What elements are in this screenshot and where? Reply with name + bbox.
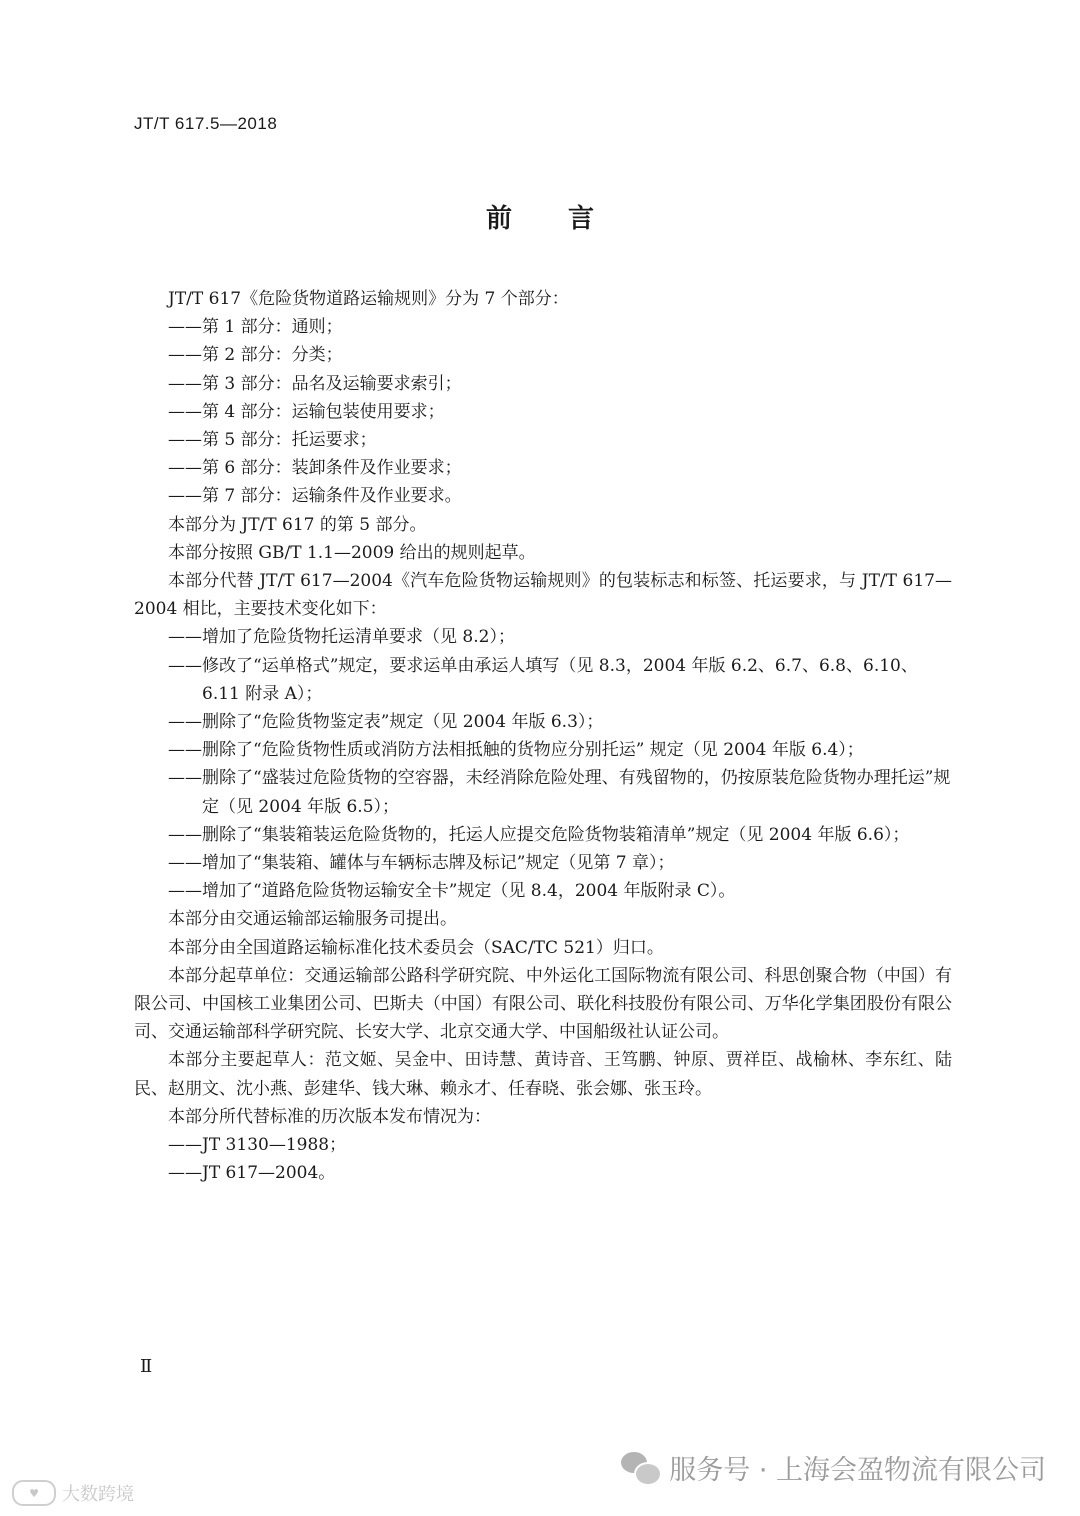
watermark-left-text: 大数跨境 — [62, 1484, 134, 1505]
wechat-icon — [621, 1452, 659, 1484]
watermark-left — [12, 1480, 134, 1506]
paragraph: 本部分所代替标准的历次版本发布情况为： — [168, 1106, 491, 1127]
paragraph: 本部分代替 JT/T 617—2004《汽车危险货物运输规则》的包装标志和标签、托运要求，与 JT/T 617—2004 相比，主要技术变化如下： — [134, 571, 952, 620]
list-item: ——删除了“危险货物性质或消防方法相抵触的货物应分别托运” 规定（见 2004 年版 6.4）； — [168, 740, 864, 761]
list-item: ——JT 617—2004。 — [168, 1163, 336, 1184]
paragraph: 本部分主要起草人：范文姬、吴金中、田诗慧、黄诗音、王笃鹏、钟原、贾祥臣、战榆林、李东红、陆民、赵朋文、沈小燕、彭建华、钱大琳、赖永才、任春晓、张会娜、张玉玲。 — [134, 1050, 952, 1099]
title-char-2: 言 — [568, 204, 595, 234]
page-number: Ⅱ — [140, 1356, 153, 1377]
page-title — [0, 198, 1080, 235]
list-item: ——第 3 部分：品名及运输要求索引； — [168, 373, 462, 394]
paragraph: 本部分按照 GB/T 1.1—2009 给出的规则起草。 — [168, 542, 536, 563]
list-item: ——第 6 部分：装卸条件及作业要求； — [168, 458, 462, 479]
list-item: ——第 7 部分：运输条件及作业要求。 — [168, 486, 462, 507]
list-item: ——删除了“集装箱装运危险货物的，托运人应提交危险货物装箱清单”规定（见 2004 年版 6.6）； — [168, 824, 910, 845]
chat-logo-icon: ♥ — [12, 1480, 56, 1506]
paragraph: 本部分为 JT/T 617 的第 5 部分。 — [168, 514, 427, 535]
list-item: ——第 4 部分：运输包装使用要求； — [168, 401, 445, 422]
list-item: ——第 1 部分：通则； — [168, 317, 343, 338]
list-item: ——增加了“道路危险货物运输安全卡”规定（见 8.4，2004 年版附录 C）。 — [168, 881, 736, 902]
list-item: ——删除了“盛装过危险货物的空容器，未经消除危险处理、有残留物的，仍按原装危险货物办理托运”规定（见 2004 年版 6.5）； — [168, 768, 951, 817]
list-item: ——增加了“集装箱、罐体与车辆标志牌及标记”规定（见第 7 章）； — [168, 853, 675, 874]
standard-code: JT/T 617.5—2018 — [134, 114, 278, 133]
list-item: ——增加了危险货物托运清单要求（见 8.2）； — [168, 627, 515, 648]
list-item: ——修改了“运单格式”规定，要求运单由承运人填写（见 8.3，2004 年版 6.2、6.7、6.8、6.10、6.11 附录 A）； — [168, 655, 918, 704]
watermark-right — [621, 1448, 1046, 1487]
watermark-right-text: 服务号 · 上海会盈物流有限公司 — [669, 1455, 1046, 1486]
paragraph: 本部分由全国道路运输标准化技术委员会（SAC/TC 521）归口。 — [168, 937, 664, 958]
paragraph: JT/T 617《危险货物道路运输规则》分为 7 个部分： — [168, 289, 569, 309]
title-char-1: 前 — [485, 204, 512, 234]
paragraph: 本部分起草单位：交通运输部公路科学研究院、中外运化工国际物流有限公司、科思创聚合物（中国）有限公司、中国核工业集团公司、巴斯夫（中国）有限公司、联化科技股份有限公司、万华化学集团股份有限公司、交通运输部科学研究院、长安大学、北京交通大学、中国船级社认证公司。 — [134, 965, 952, 1043]
list-item: ——第 5 部分：托运要求； — [168, 430, 377, 451]
list-item: ——第 2 部分：分类； — [168, 345, 343, 366]
list-item: ——删除了“危险货物鉴定表”规定（见 2004 年版 6.3）； — [168, 712, 604, 733]
foreword-body — [134, 285, 952, 1188]
list-item: ——JT 3130—1988； — [168, 1135, 347, 1156]
paragraph: 本部分由交通运输部运输服务司提出。 — [168, 909, 457, 930]
